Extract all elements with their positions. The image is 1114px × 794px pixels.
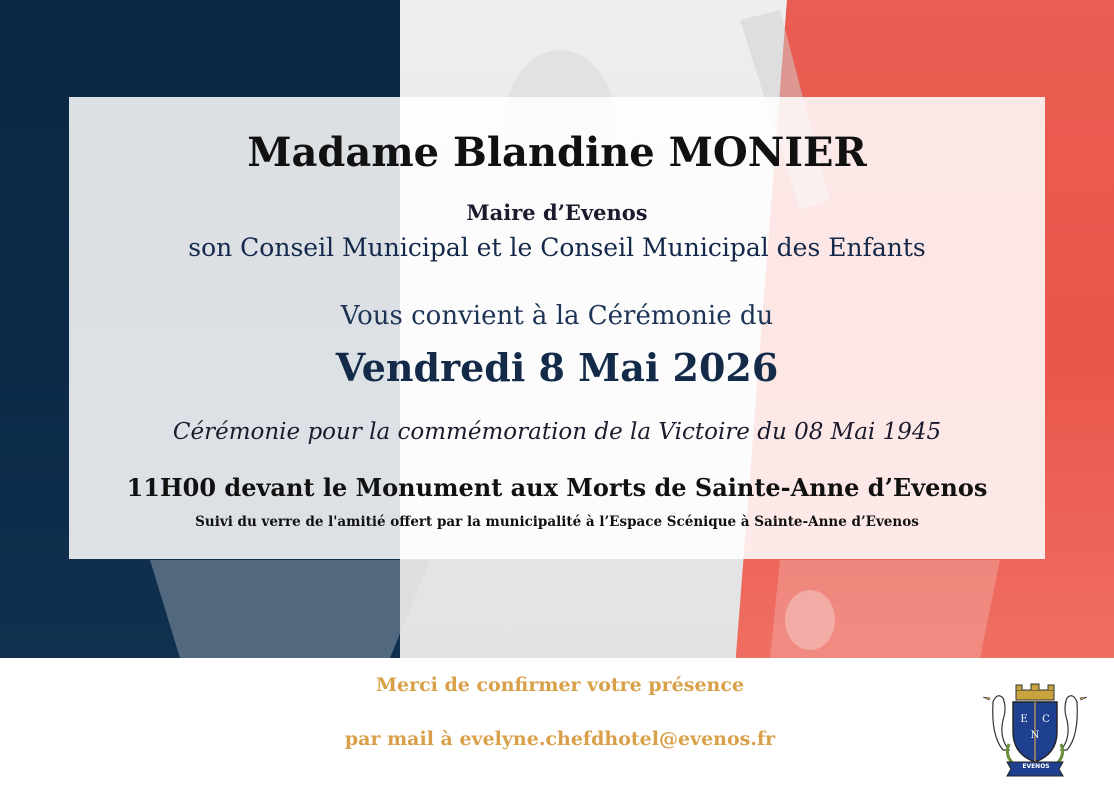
svg-text:N: N: [1030, 730, 1040, 741]
svg-text:C: C: [1042, 714, 1050, 725]
time-place-line: 11H00 devant le Monument aux Morts de Sainte-Anne d’Evenos: [126, 473, 988, 502]
crest-banner-text: EVENOS: [1022, 763, 1050, 770]
reception-line: Suivi du verre de l'amitié offert par la municipalité à l’Espace Scénique à Sainte-Anne d’Evenos: [195, 514, 919, 530]
ceremony-date: Vendredi 8 Mai 2026: [335, 345, 779, 390]
svg-text:E: E: [1020, 714, 1028, 725]
footer: [0, 658, 1114, 794]
council-line: son Conseil Municipal et le Conseil Municipal des Enfants: [188, 233, 926, 262]
rsvp-line: Merci de confirmer votre présence: [375, 674, 745, 696]
rsvp-email-line: par mail à evelyne.chefdhotel@evenos.fr: [344, 728, 776, 750]
occasion-line: Cérémonie pour la commémoration de la Victoire du 08 Mai 1945: [172, 419, 942, 445]
host-name: Madame Blandine MONIER: [247, 129, 867, 176]
invite-line: Vous convient à la Cérémonie du: [340, 301, 774, 331]
invitation-panel: [69, 97, 1045, 559]
mayor-title: Maire d’Evenos: [466, 200, 648, 225]
